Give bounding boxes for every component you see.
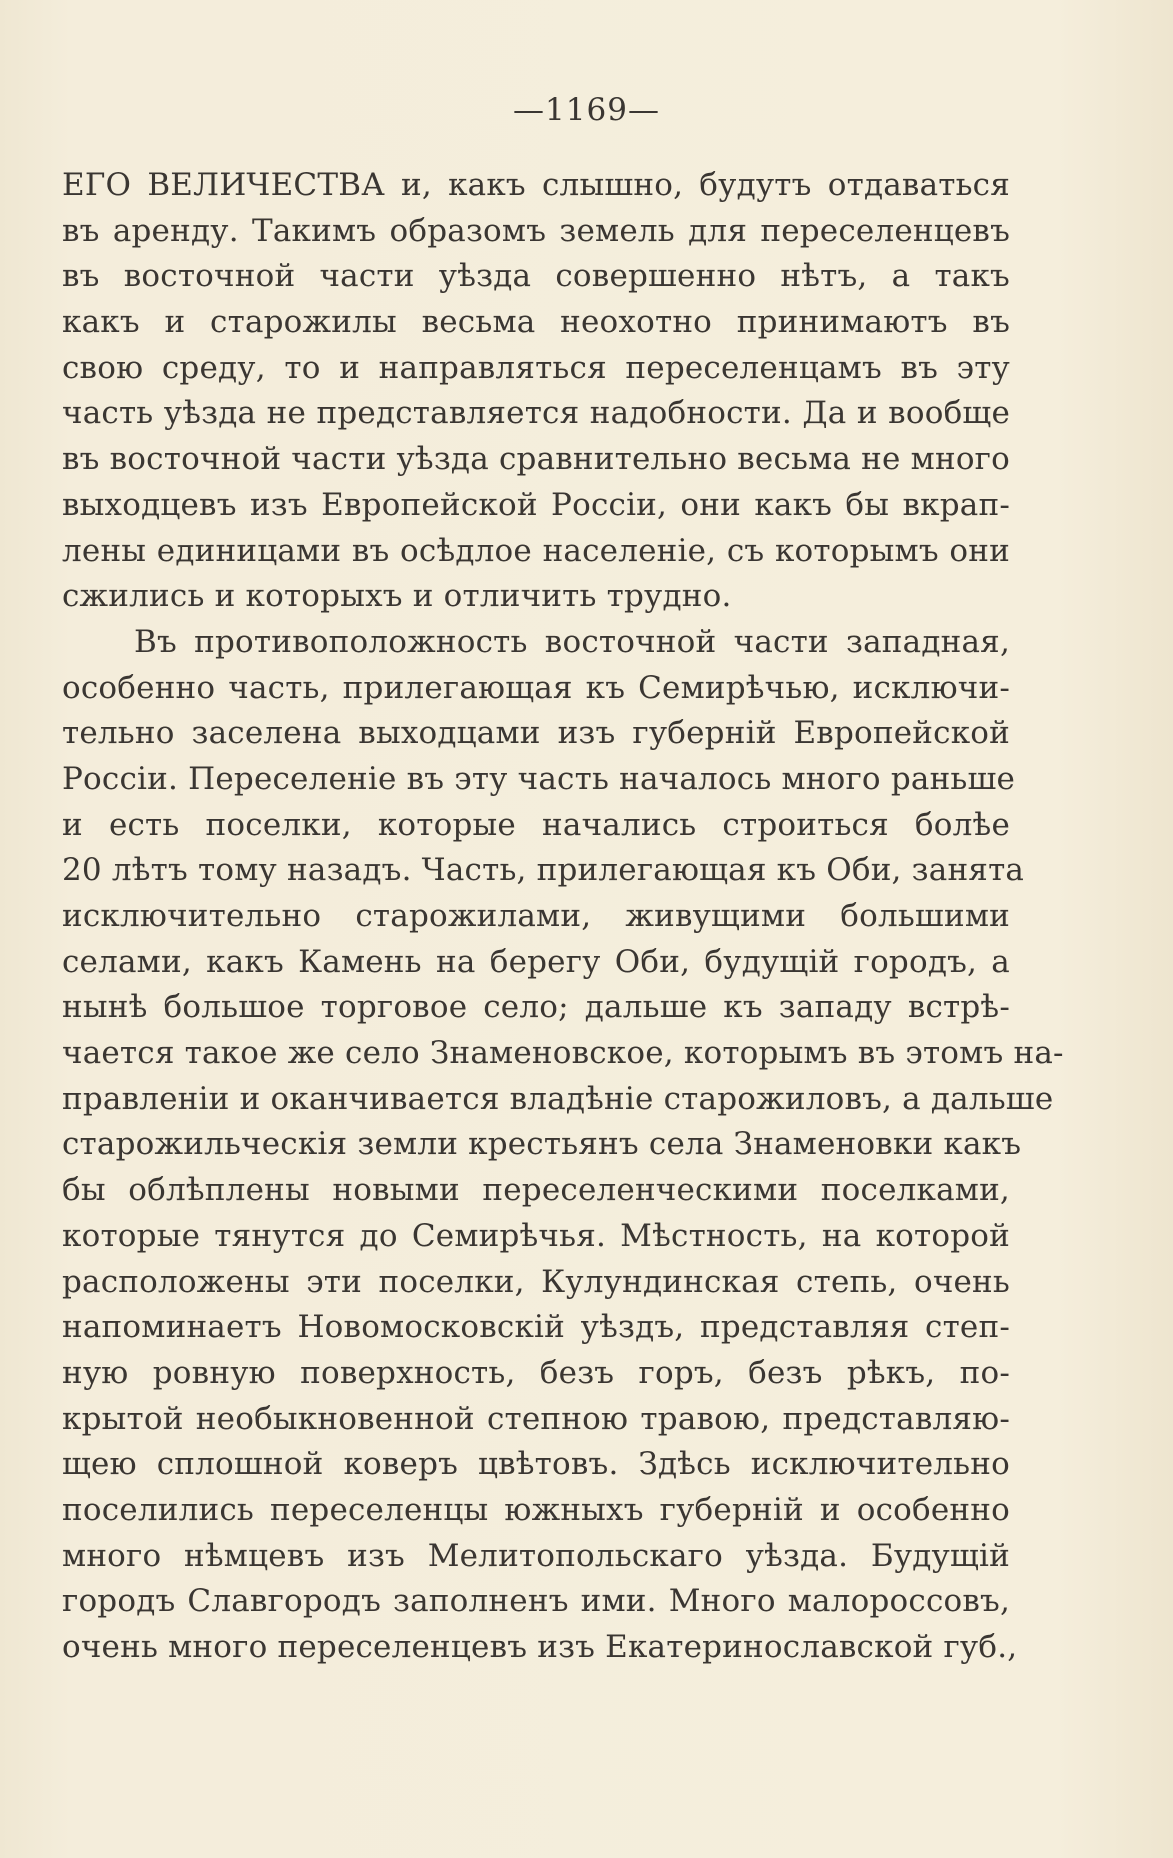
text-line: ЕГО ВЕЛИЧЕСТВА и, какъ слышно, будутъ отдаваться [62,167,1010,203]
text-line: щею сплошной коверъ цвѣтовъ. Здѣсь исключительно [62,1446,1010,1483]
text-line: исключительно старожилами, живущими большими [62,898,1010,934]
text-line: правленіи и оканчивается владѣніе старожиловъ, а дальше [62,1080,1054,1117]
text-line: Россіи. Переселеніе въ эту часть началось много раньше [62,760,1016,797]
text-line: поселились переселенцы южныхъ губерній и особенно [62,1491,1010,1528]
text-line: тельно заселена выходцами изъ губерній Европейской [62,715,1010,752]
text-line: напоминаетъ Новомосковскій уѣздъ, представляя степ- [62,1309,1010,1346]
text-line: 20 лѣтъ тому назадъ. Часть, прилегающая къ Оби, занята [62,852,1025,889]
text-line: много нѣмцевъ изъ Мелитопольскаго уѣзда. Будущій [62,1537,1010,1574]
text-line: какъ и старожилы весьма неохотно принимаютъ въ [62,304,1010,341]
text-line: расположены эти поселки, Кулундинская степь, очень [62,1263,1010,1300]
text-line: особенно часть, прилегающая къ Семирѣчью, исключи- [62,669,1010,706]
text-line: селами, какъ Камень на берегу Оби, будущій городъ, а [62,943,1010,980]
body-text [62,163,1064,1671]
page-number: —1169— [513,92,660,128]
text-line: и есть поселки, которые начались строиться болѣе [62,806,1010,843]
text-line: крытой необыкновенной степною травою, представляю- [62,1400,1010,1437]
text-line: свою среду, то и направляться переселенцамъ въ эту [62,349,1010,386]
text-line: бы облѣплены новыми переселенческими поселками, [62,1172,1010,1209]
text-line: нынѣ большое торговое село; дальше къ западу встрѣ- [62,989,1010,1026]
text-line: городъ Славгородъ заполненъ ими. Много малороссовъ, [62,1583,1010,1620]
text-line: часть уѣзда не представляется надобности. Да и вообще [62,395,1010,432]
text-line: старожильческія земли крестьянъ села Знаменовки какъ [62,1126,1022,1163]
paragraph-first-line: Въ противоположность восточной части западная, [134,623,1010,660]
text-line: которые тянутся до Семирѣчья. Мѣстность, на которой [62,1217,1010,1254]
text-line: очень много переселенцевъ изъ Екатеринославской губ., [62,1629,1018,1665]
paragraph-last-line: сжились и которыхъ и отличить трудно. [62,578,732,615]
text-line: въ аренду. Такимъ образомъ земель для переселенцевъ [62,212,1010,249]
text-line: въ восточной части уѣзда сравнительно весьма не много [62,441,1010,478]
text-line: въ восточной части уѣзда совершенно нѣтъ, а такъ [62,258,1010,295]
text-line: чается такое же село Знаменовское, которымъ въ этомъ на- [62,1035,1064,1072]
text-line: ную ровную поверхность, безъ горъ, безъ рѣкъ, по- [62,1354,1010,1391]
text-line: выходцевъ изъ Европейской Россіи, они какъ бы вкрап- [62,486,1010,523]
text-line: лены единицами въ осѣдлое населеніе, съ которымъ они [62,532,1010,569]
